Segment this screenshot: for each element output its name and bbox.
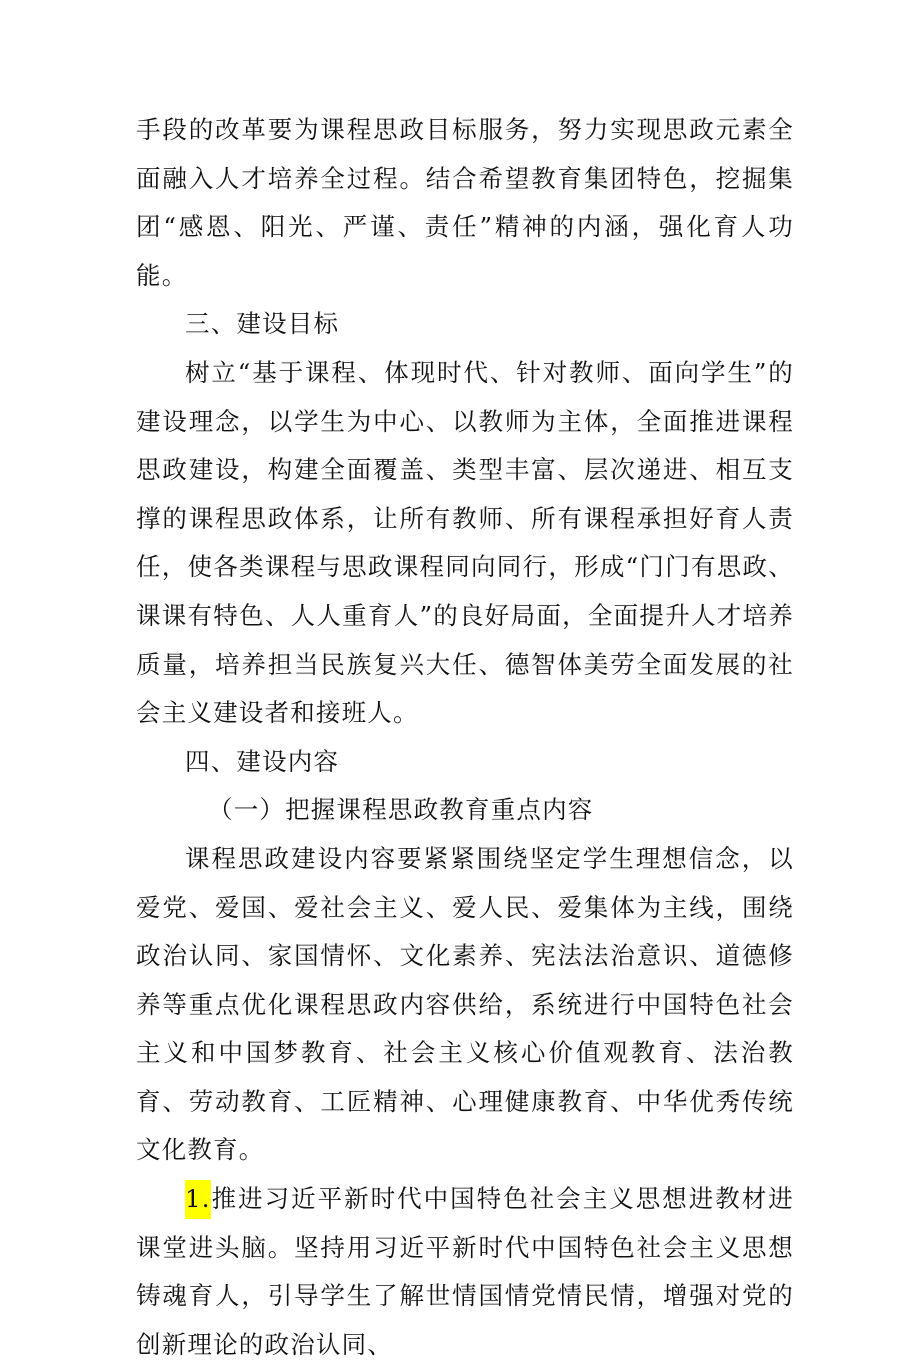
- paragraph-construction-goal: 树立“基于课程、体现时代、针对教师、面向学生”的建设理念，以学生为中心、以教师为主体，全面推进课程思政建设，构建全面覆盖、类型丰富、层次递进、相互支撑的课程思政体系，让所有教师、所有课程承担好育人责任，使各类课程与思政课程同向同行，形成“门门有思政、课课有特色、人人重育人”的良好局面，全面提升人才培养质量，培养担当民族复兴大任、德智体美劳全面发展的社会主义建设者和接班人。: [136, 357, 794, 728]
- subheading-key-content: （一）把握课程思政教育重点内容: [208, 795, 594, 825]
- paragraph-construction-content: 课程思政建设内容要紧紧围绕坚定学生理想信念，以爱党、爱国、爱社会主义、爱人民、爱集体为主线，围绕政治认同、家国情怀、文化素养、宪法法治意识、道德修养等重点优化课程思政内容供给，系统进行中国特色社会主义和中国梦教育、社会主义核心价值观教育、法治教育、劳动教育、工匠精神、心理健康教育、中华优秀传统文化教育。: [136, 843, 794, 1165]
- document-body: [136, 106, 794, 1369]
- paragraph-item-1: [136, 1175, 794, 1369]
- heading-construction-content: 四、建设内容: [185, 746, 340, 776]
- item-1-text: 推进习近平新时代中国特色社会主义思想进教材进课堂进头脑。坚持用习近平新时代中国特色社会主义思想铸魂育人，引导学生了解世情国情党情民情，增强对党的创新理论的政治认同、: [136, 1184, 794, 1359]
- heading-construction-goal: 三、建设目标: [185, 309, 340, 339]
- item-number-highlight: 1.: [185, 1180, 211, 1219]
- paragraph-intro: 手段的改革要为课程思政目标服务，努力实现思政元素全面融入人才培养全过程。结合希望教育集团特色，挖掘集团“感恩、阳光、严谨、责任”精神的内涵，强化育人功能。: [136, 115, 794, 290]
